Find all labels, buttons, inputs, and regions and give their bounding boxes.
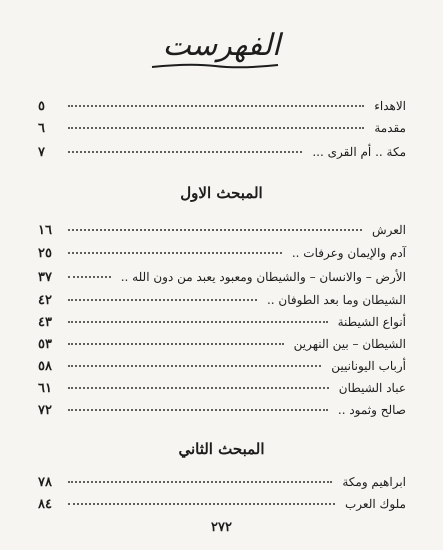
entry-page-number: ٣٧ [38, 269, 52, 285]
dot-leader [68, 276, 111, 278]
dot-leader [68, 299, 257, 301]
entry-title: ابراهيم ومكة [338, 475, 406, 489]
toc-entry [38, 118, 406, 138]
dot-leader [68, 387, 329, 389]
section-heading: المبحث الاول [180, 184, 263, 202]
entry-page-number: ٦ [38, 120, 45, 136]
page-number-footer: ٢٧٢ [211, 520, 232, 535]
title-underline-flourish [150, 62, 280, 70]
entry-title: العرش [368, 223, 406, 237]
toc-entry [38, 334, 406, 354]
entry-page-number: ٧٨ [38, 474, 52, 490]
entry-page-number: ٥٣ [38, 336, 52, 352]
entry-page-number: ٢٥ [38, 245, 52, 261]
entry-title: عباد الشيطان [335, 381, 406, 395]
entry-page-number: ٦١ [38, 380, 52, 396]
entry-page-number: ١٦ [38, 222, 52, 238]
toc-entry [38, 472, 406, 492]
toc-entry [38, 356, 406, 376]
toc-entry [38, 312, 406, 332]
entry-title: الشيطان – بين النهرين [290, 337, 406, 351]
toc-entry [38, 96, 406, 116]
toc-entry [38, 142, 406, 162]
dot-leader [68, 151, 302, 153]
entry-title: آدم والإيمان وعرفات .. [288, 246, 406, 260]
entry-title: مقدمة [370, 121, 406, 135]
entry-title: الاهداء [370, 99, 406, 113]
toc-entry [38, 220, 406, 240]
dot-leader [68, 343, 284, 345]
dot-leader [68, 481, 332, 483]
entry-title: ملوك العرب [341, 497, 406, 511]
dot-leader [68, 252, 282, 254]
entry-page-number: ٥٨ [38, 358, 52, 374]
entry-title: الشيطان وما بعد الطوفان .. [263, 293, 406, 307]
dot-leader [68, 503, 335, 505]
toc-entry [38, 378, 406, 398]
entry-page-number: ٧ [38, 144, 45, 160]
toc-entry [38, 243, 406, 263]
entry-page-number: ٨٤ [38, 496, 52, 512]
toc-entry [38, 400, 406, 420]
dot-leader [68, 365, 321, 367]
dot-leader [68, 409, 328, 411]
toc-entry [38, 267, 406, 287]
entry-title: أرباب اليونانيين [327, 359, 406, 373]
entry-page-number: ٥ [38, 98, 45, 114]
entry-page-number: ٤٣ [38, 314, 52, 330]
entry-page-number: ٤٢ [38, 292, 52, 308]
entry-title: صالح وثمود .. [334, 403, 406, 417]
dot-leader [68, 127, 364, 129]
dot-leader [68, 229, 362, 231]
entry-title: الأرض – والانسان – والشيطان ومعبود يعبد من دون الله .. [117, 270, 406, 284]
entry-page-number: ٧٢ [38, 402, 52, 418]
dot-leader [68, 105, 364, 107]
toc-entry [38, 290, 406, 310]
page-title: الفهرست [162, 28, 281, 63]
entry-title: أنواع الشيطنة [334, 315, 406, 329]
entry-title: مكة .. أم القرى ... [308, 145, 406, 159]
section-heading: المبحث الثاني [178, 440, 265, 458]
dot-leader [68, 321, 328, 323]
toc-entry [38, 494, 406, 514]
